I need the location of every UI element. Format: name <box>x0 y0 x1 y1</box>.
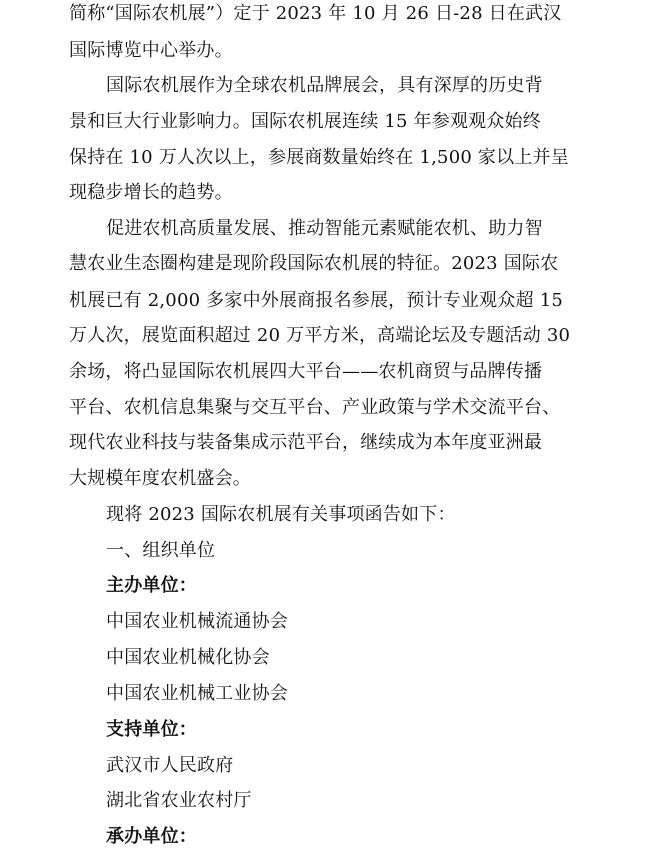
paragraph-line: 简称“国际农机展”）定于 2023 年 10 月 26 日-28 日在武汉 <box>69 3 562 24</box>
paragraph-line: 国际博览中心举办。 <box>69 40 233 61</box>
organization-name: 中国农业机械化协会 <box>106 647 270 668</box>
paragraph-line: 余场，将凸显国际农机展四大平台——农机商贸与品牌传播 <box>69 361 543 382</box>
paragraph-line: 大规模年度农机盛会。 <box>69 468 251 489</box>
subsection-heading: 承办单位： <box>106 826 197 847</box>
subsection-heading: 支持单位： <box>106 719 197 740</box>
organization-name: 中国农业机械流通协会 <box>106 611 288 632</box>
organization-name: 湖北省农业农村厅 <box>106 790 252 811</box>
paragraph-line: 平台、农机信息集聚与交互平台、产业政策与学术交流平台、 <box>69 397 561 418</box>
paragraph-line: 现代农业科技与装备集成示范平台，继续成为本年度亚洲最 <box>69 432 543 453</box>
paragraph-line: 保持在 10 万人次以上，参展商数量始终在 1,500 家以上并呈 <box>69 147 569 168</box>
paragraph-line: 国际农机展作为全球农机品牌展会，具有深厚的历史背 <box>106 75 543 96</box>
paragraph-line: 促进农机高质量发展、推动智能元素赋能农机、助力智 <box>106 218 543 239</box>
paragraph-line: 机展已有 2,000 多家中外展商报名参展，预计专业观众超 15 <box>69 290 563 311</box>
paragraph-line: 现稳步增长的趋势。 <box>69 182 233 203</box>
paragraph-line: 慧农业生态圈构建是现阶段国际农机展的特征。2023 国际农 <box>69 253 559 274</box>
paragraph-line: 现将 2023 国际农机展有关事项函告如下： <box>106 504 456 525</box>
organization-name: 武汉市人民政府 <box>106 755 234 776</box>
subsection-heading: 主办单位： <box>106 575 197 596</box>
paragraph-line: 万人次，展览面积超过 20 万平方米，高端论坛及专题活动 30 <box>69 325 571 346</box>
organization-name: 中国农业机械工业协会 <box>106 683 288 704</box>
paragraph-line: 景和巨大行业影响力。国际农机展连续 15 年参观观众始终 <box>69 111 541 132</box>
section-heading: 一、组织单位 <box>106 540 216 561</box>
